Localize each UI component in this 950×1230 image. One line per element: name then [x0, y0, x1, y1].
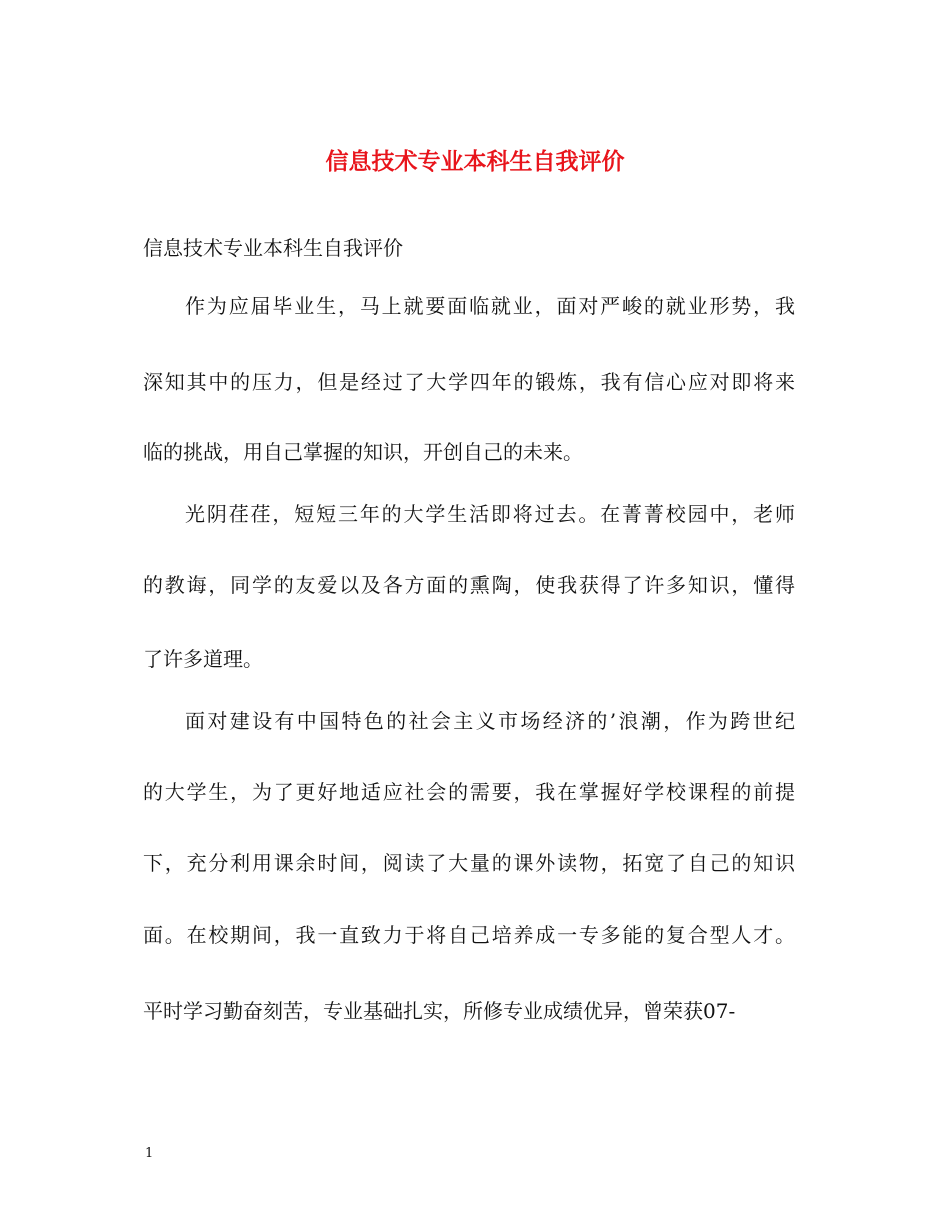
- paragraph-line: 平时学习勤奋刻苦，专业基础扎实，所修专业成绩优异，曾荣获07-: [143, 999, 736, 1023]
- paragraph-line: 的大学生，为了更好地适应社会的需要，我在掌握好学校课程的前提: [143, 780, 795, 804]
- paragraph-line: 临的挑战，用自己掌握的知识，开创自己的未来。: [143, 440, 583, 464]
- document-title: 信息技术专业本科生自我评价: [325, 148, 625, 175]
- paragraph-line: 面。在校期间，我一直致力于将自己培养成一专多能的复合型人才。: [143, 923, 795, 947]
- paragraph-line: 面对建设有中国特色的社会主义市场经济的’浪潮，作为跨世纪: [185, 709, 795, 733]
- paragraph-line: 的教诲，同学的友爱以及各方面的熏陶，使我获得了许多知识，懂得: [143, 573, 795, 597]
- document-subtitle: 信息技术专业本科生自我评价: [143, 236, 403, 260]
- paragraph-line: 了许多道理。: [143, 647, 263, 671]
- paragraph-line: 作为应届毕业生，马上就要面临就业，面对严峻的就业形势，我: [185, 294, 795, 318]
- page-number: 1: [145, 1146, 154, 1161]
- paragraph-line: 深知其中的压力，但是经过了大学四年的锻炼，我有信心应对即将来: [143, 370, 795, 394]
- paragraph-line: 光阴荏荏，短短三年的大学生活即将过去。在菁菁校园中，老师: [185, 502, 795, 526]
- paragraph-line: 下，充分利用课余时间，阅读了大量的课外读物，拓宽了自己的知识: [143, 851, 795, 875]
